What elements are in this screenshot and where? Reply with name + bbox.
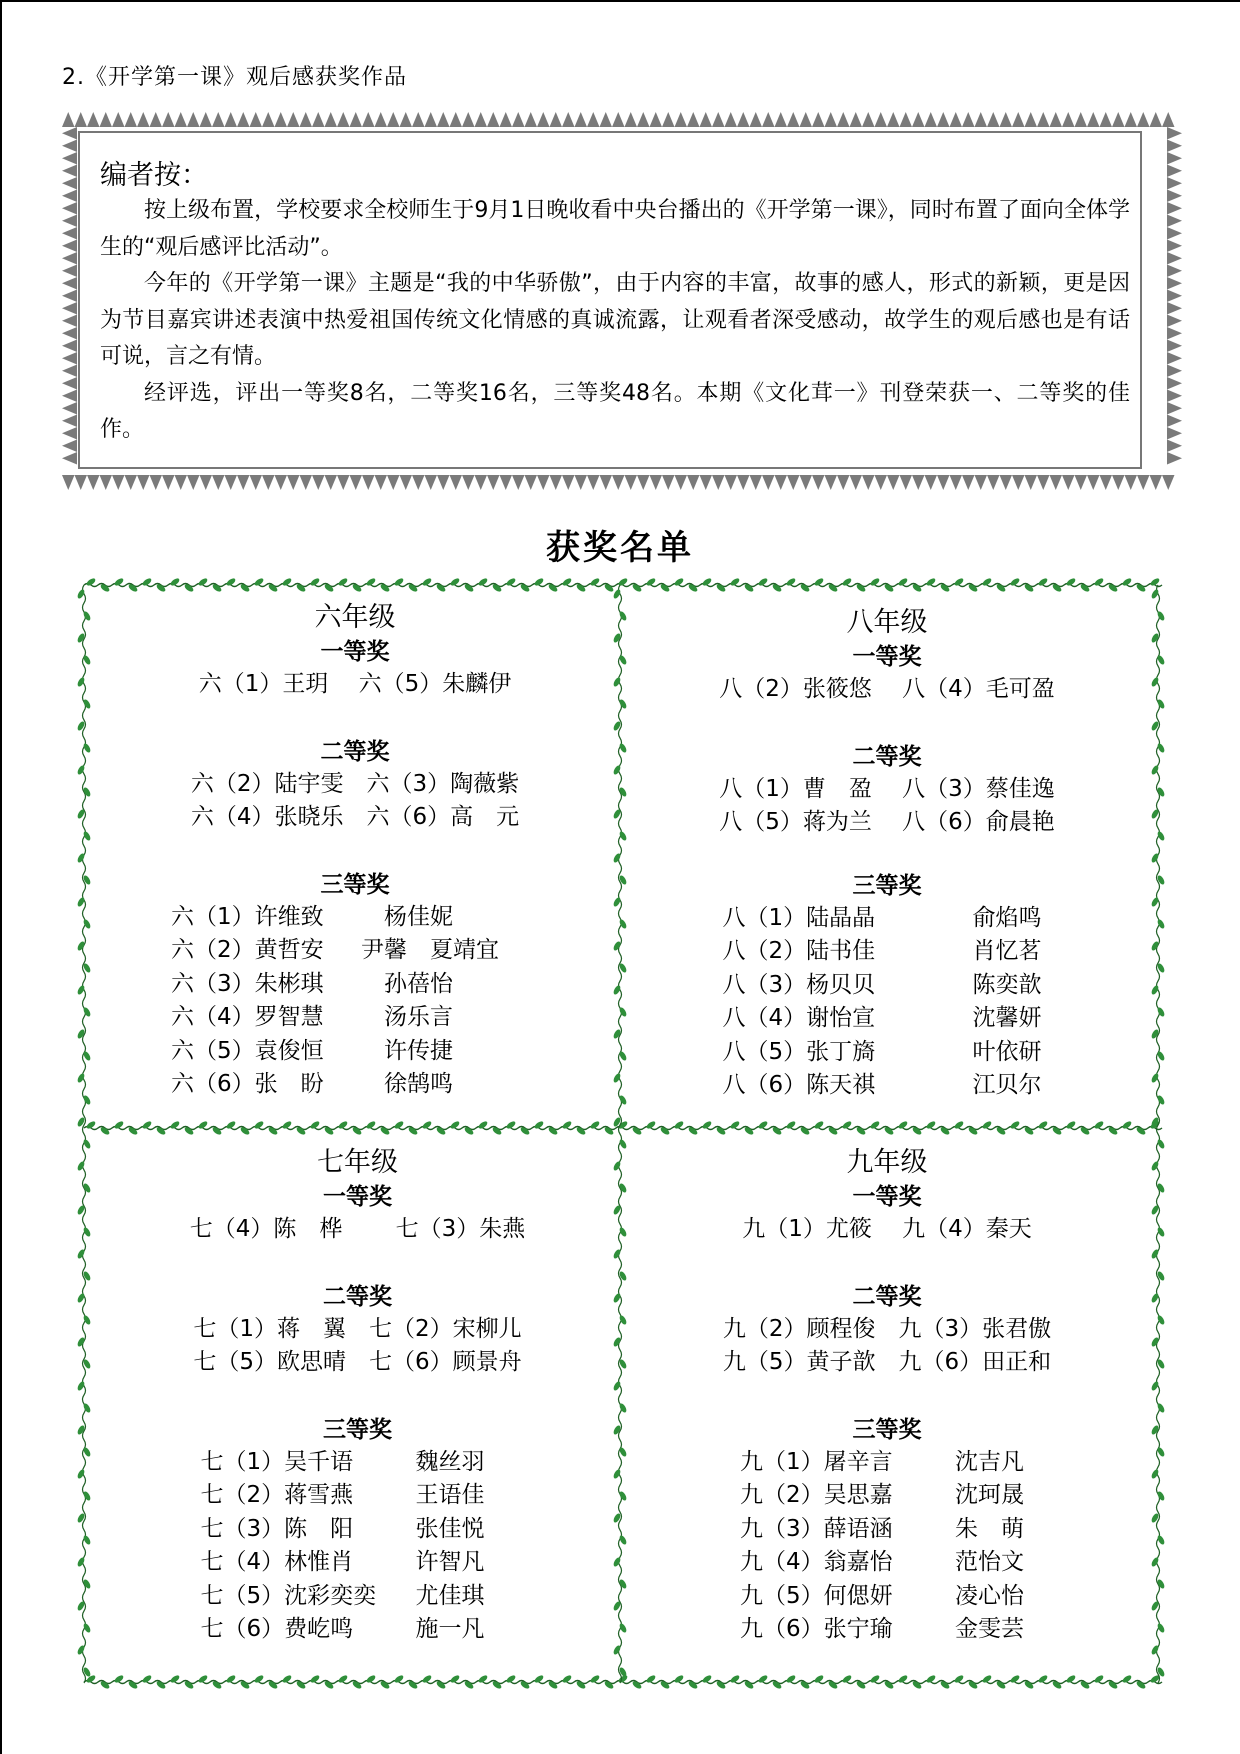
note-paragraph-3: 经评选，评出一等奖8名，二等奖16名，三等奖48名。本期《文化茸一》刊登荣获一、二等奖的佳作。 [100,380,1130,442]
table-row: 九（4）翁嘉怡 范怡文 [740,1549,1024,1575]
grade-7-second-label: 二等奖 [323,1283,392,1310]
grade-8-second-row-2: 八（5）蒋为兰 八（6）俞晨艳 [719,809,1055,835]
grade-8-first-row: 八（2）张筱悠 八（4）毛可盈 [719,676,1055,702]
table-row: 七（1）吴千语 魏丝羽 [200,1448,485,1475]
grade-6-second-row-2: 六（4）张晓乐 六（6）高 元 [190,804,520,830]
grade-7-third-label: 三等奖 [323,1416,392,1443]
grade-7-title: 七年级 [317,1147,398,1178]
table-row: 六（2）黄哲安 尹馨 夏靖宜 [171,937,499,963]
table-row: 八（1）陆晶晶 俞焰鸣 [722,904,1042,931]
grade-7-second-row-1: 七（1）蒋 翼 七（2）宋柳儿 [193,1315,522,1342]
grade-8-second-row-1: 八（1）曹 盈 八（3）蔡佳逸 [719,775,1055,802]
table-row: 六（1）许维致 杨佳妮 [171,903,453,930]
table-row: 九（1）屠辛言 沈吉凡 [740,1448,1024,1475]
grade-6-second-row-1: 六（2）陆宇雯 六（3）陶薇紫 [190,770,520,797]
table-row: 八（2）陆书佳 肖忆茗 [722,938,1042,964]
grade-7-first-row: 七（4）陈 桦 七（3）朱燕 [189,1216,526,1242]
grade-9-panel [632,1145,1142,1647]
editor-note-heading: 编者按： [100,160,208,191]
grade-9-second-row-1: 九（2）顾程俊 九（3）张君傲 [722,1315,1052,1342]
grade-8-first-label: 一等奖 [852,644,922,670]
grade-7-first-label: 一等奖 [323,1184,392,1210]
table-row: 八（6）陈天祺 江贝尔 [722,1072,1042,1098]
table-row: 八（3）杨贝贝 陈奕歆 [722,971,1042,998]
table-row: 七（4）林惟肖 许智凡 [200,1549,485,1575]
grade-8-third-label: 三等奖 [852,872,922,899]
grade-6-third-label: 三等奖 [320,871,390,898]
grade-6-third-list [171,901,499,1102]
grade-6-title: 六年级 [314,602,396,633]
grade-6-first-row: 六（1）王玥 六（5）朱麟伊 [198,671,512,697]
grade-6-first-label: 一等奖 [320,639,390,665]
grade-8-third-list [723,902,1042,1103]
grade-9-third-list [740,1446,1024,1647]
grade-9-third-label: 三等奖 [852,1416,922,1443]
grade-7-panel [100,1145,615,1647]
grade-7-third-list [201,1446,485,1647]
grade-9-second-label: 二等奖 [852,1283,922,1310]
table-row: 九（5）何偲妍 凌心怡 [740,1582,1024,1609]
table-row: 七（6）费屹鸣 施一凡 [200,1616,485,1642]
table-row: 八（4）谢怡宣 沈馨妍 [722,1005,1042,1031]
grade-8-second-label: 二等奖 [852,743,922,770]
table-row: 六（3）朱彬琪 孙蓓怡 [171,970,453,997]
grade-8-panel [632,605,1142,1103]
grade-6-second-label: 二等奖 [320,738,390,765]
table-row: 九（6）张宁瑜 金雯芸 [740,1616,1024,1642]
table-row: 七（5）沈彩奕奕 尤佳琪 [200,1582,485,1609]
grade-9-first-label: 一等奖 [852,1184,922,1210]
award-list-title: 获奖名单 [546,528,694,568]
table-row: 七（2）蒋雪燕 王语佳 [200,1482,485,1508]
grade-8-title: 八年级 [846,607,928,638]
note-paragraph-1: 按上级布置，学校要求全校师生于9月1日晚收看中央台播出的《开学第一课》，同时布置了面向全体学生的“观后感评比活动”。 [100,198,1130,260]
table-row: 六（6）张 盼 徐鹄鸣 [171,1071,453,1097]
grade-9-second-row-2: 九（5）黄子歆 九（6）田正和 [722,1349,1052,1375]
grade-7-second-row-2: 七（5）欧思晴 七（6）顾景舟 [193,1349,522,1375]
table-row: 七（3）陈 阳 张佳悦 [200,1515,485,1542]
grade-9-title: 九年级 [846,1147,928,1178]
grade-6-panel [100,600,610,1102]
grade-9-first-row: 九（1）尤筱 九（4）秦天 [742,1216,1032,1242]
table-row: 九（2）吴思嘉 沈珂晟 [740,1482,1024,1508]
section-title: 2.《开学第一课》观后感获奖作品 [62,65,407,90]
table-row: 九（3）薛语涵 朱 萌 [740,1515,1024,1542]
table-row: 六（5）袁俊恒 许传捷 [171,1037,453,1064]
table-row: 八（5）张丁旖 叶依研 [722,1038,1042,1065]
note-paragraph-2: 今年的《开学第一课》主题是“我的中华骄傲”，由于内容的丰富，故事的感人，形式的新颖，更是因为节目嘉宾讲述表演中热爱祖国传统文化情感的真诚流露，让观看者深受感动，故学生的观后感也是有话可说，言之有情。 [100,271,1130,369]
table-row: 六（4）罗智慧 汤乐言 [171,1004,453,1030]
